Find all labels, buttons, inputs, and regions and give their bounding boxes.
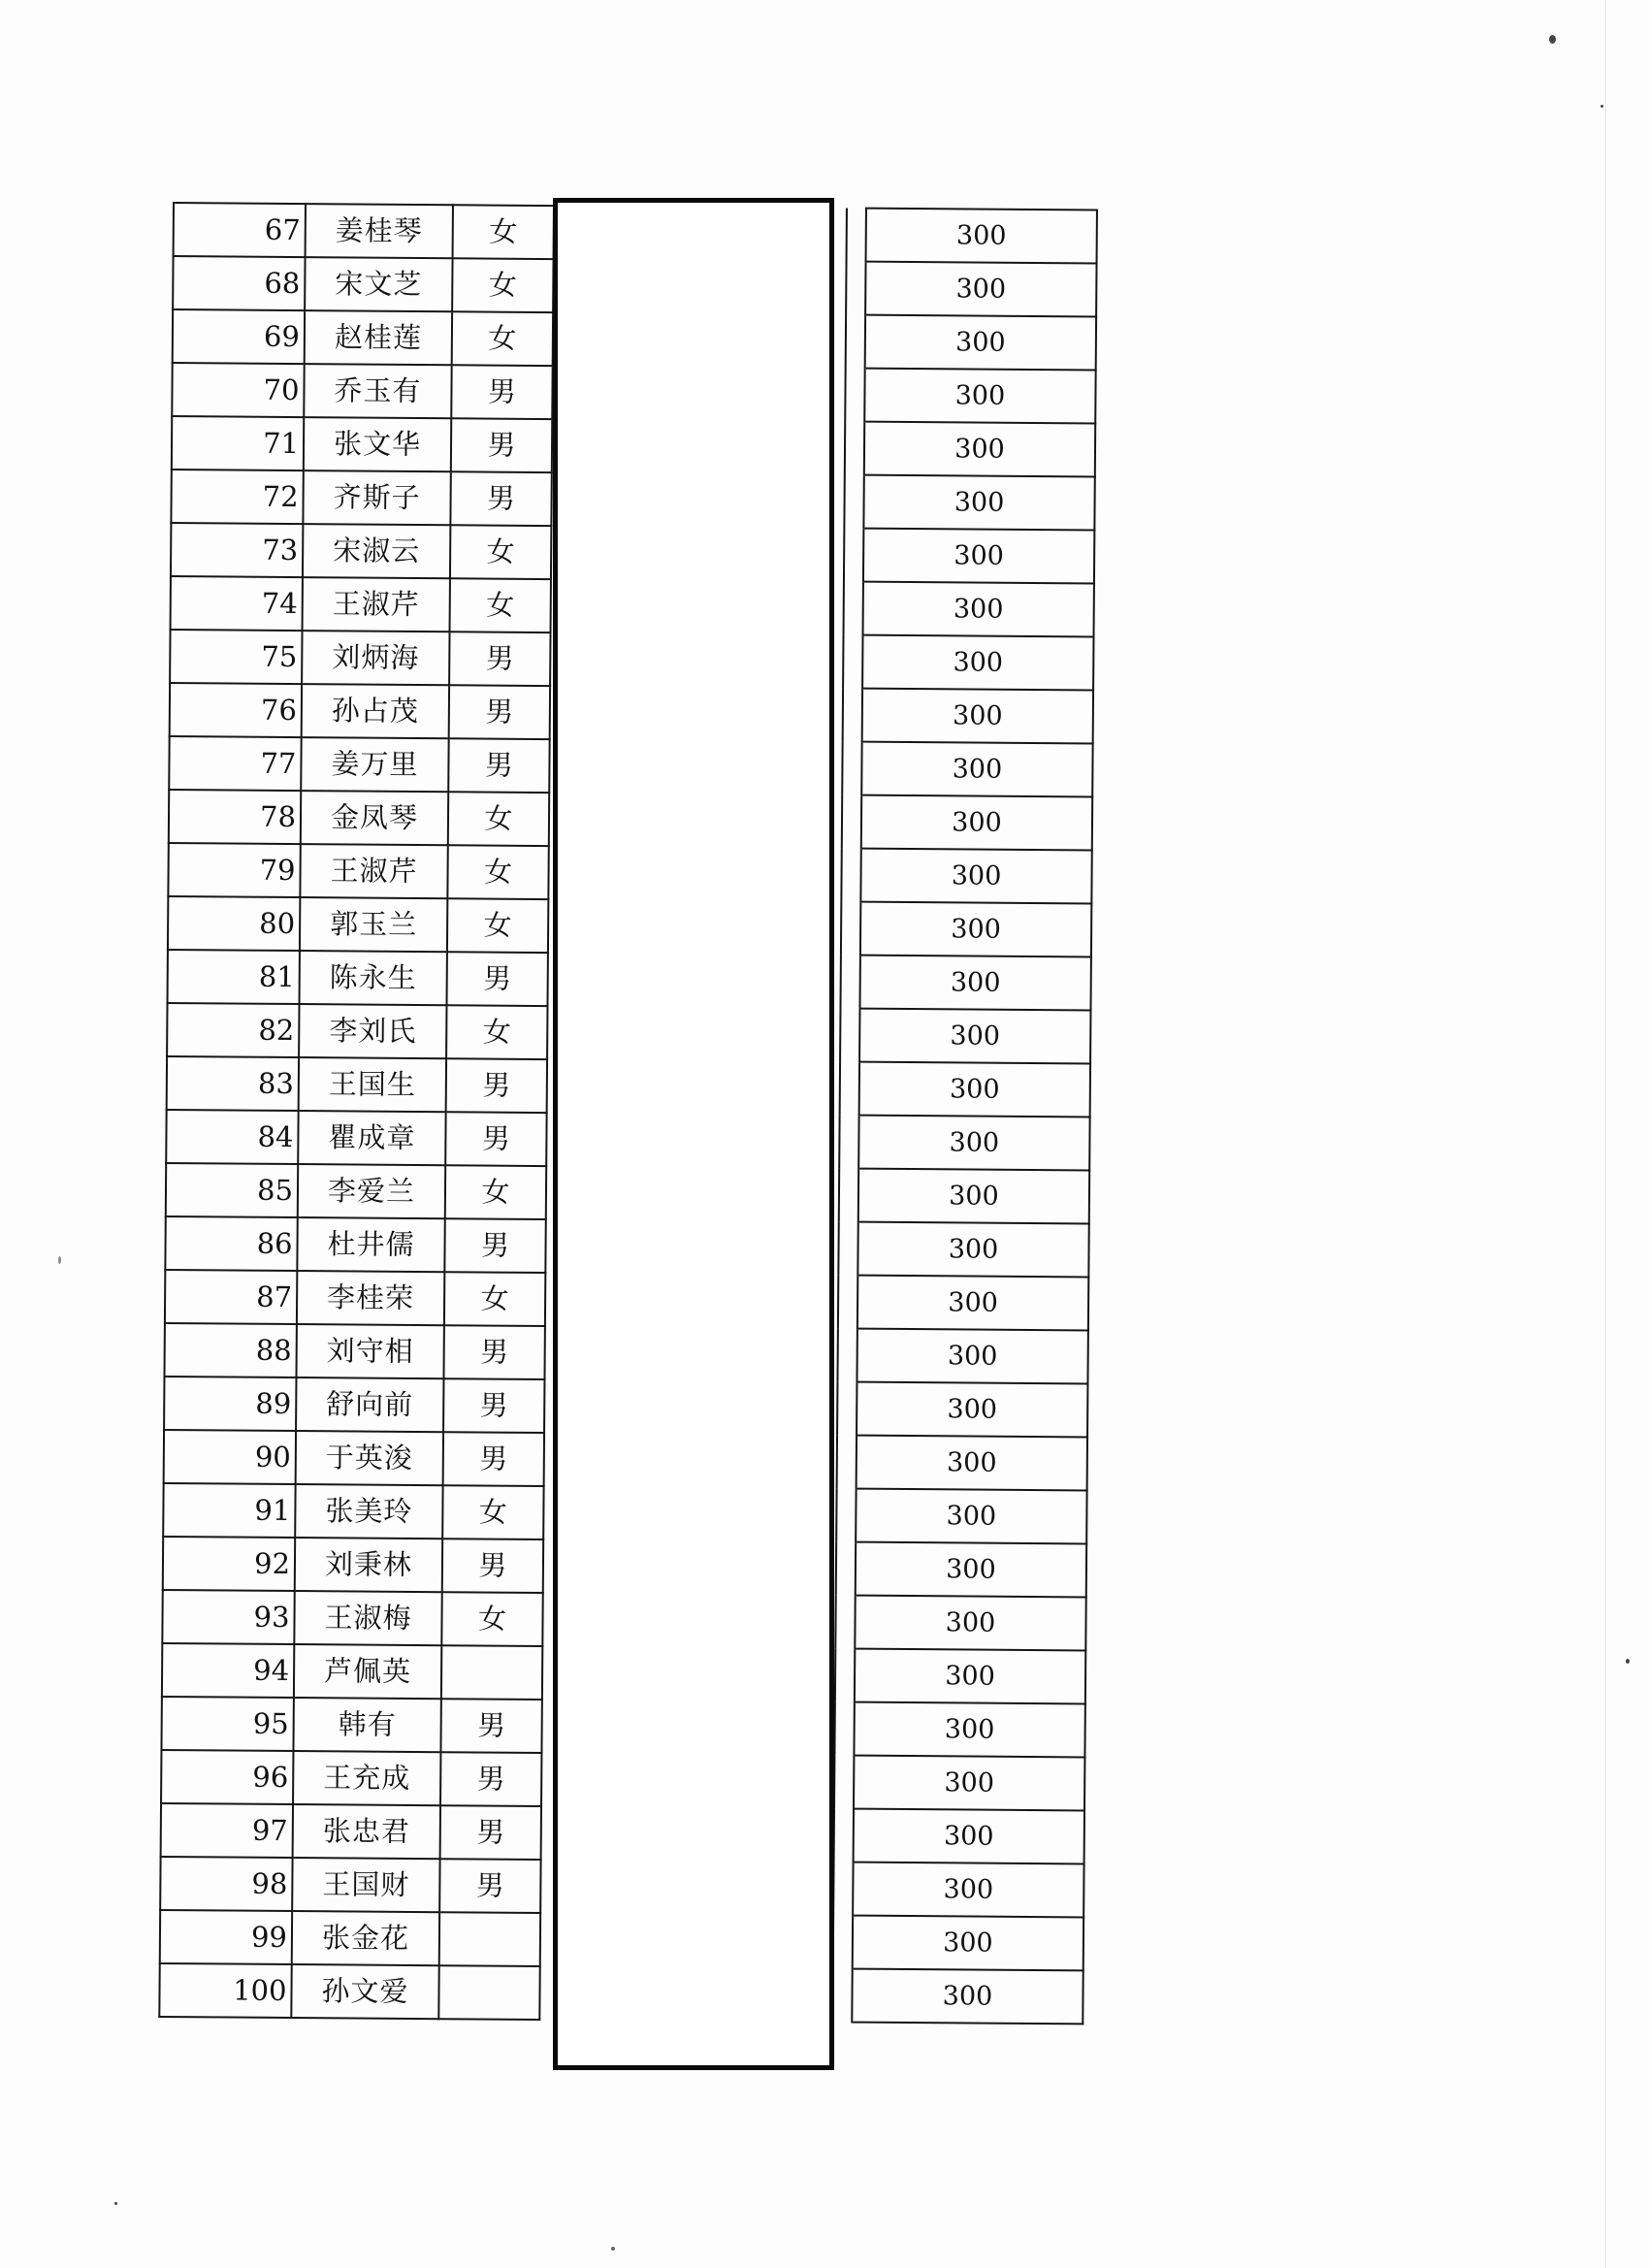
redacted-cell [845,421,864,474]
redacted-cell [845,368,864,421]
person-name: 王国生 [299,1057,446,1112]
row-number: 87 [165,1270,297,1324]
amount-cell: 300 [857,1222,1088,1278]
redacted-cell [838,1275,857,1328]
row-number: 84 [166,1110,298,1164]
person-name: 郭玉兰 [300,897,447,952]
amount-cell: 300 [863,475,1094,531]
row-number: 77 [169,736,301,791]
sex-cell [438,1965,539,2020]
amount-cell: 300 [857,1329,1087,1384]
person-name: 宋文芝 [305,257,452,311]
amount-cell: 300 [857,1276,1088,1331]
person-name: 金凤琴 [301,791,448,845]
scan-speck [1549,35,1556,44]
sex-cell: 女 [441,1592,542,1646]
person-name: 芦佩英 [294,1644,441,1699]
person-name: 王国财 [292,1858,439,1912]
row-number: 80 [168,896,300,951]
row-number: 75 [170,630,302,684]
scanned-page-edge [1605,0,1606,2268]
sex-cell: 男 [445,1112,546,1166]
sex-cell: 女 [450,578,551,632]
amount-cell: 300 [859,1062,1090,1118]
person-name: 张文华 [304,417,451,471]
sex-cell [441,1645,542,1700]
person-name: 李爱兰 [298,1164,445,1218]
person-name: 李桂荣 [297,1271,444,1325]
scan-speck [1626,1659,1630,1664]
amount-cell: 300 [860,902,1091,957]
amount-cell: 300 [853,1863,1083,1918]
redacted-cell [847,208,866,261]
amount-cell: 300 [857,1382,1087,1438]
person-name: 韩有 [293,1698,440,1752]
amount-cell: 300 [860,849,1091,904]
redacted-cell [842,741,861,794]
redacted-cell [833,1862,853,1915]
sex-cell: 男 [446,1058,547,1113]
sex-cell: 男 [440,1752,541,1806]
redacted-cell [840,1061,859,1115]
person-name: 张忠君 [293,1804,440,1859]
redacted-cell [839,1115,858,1168]
row-number: 94 [162,1643,294,1698]
row-number: 91 [163,1483,295,1538]
row-number: 78 [169,790,301,844]
sex-cell: 男 [443,1432,544,1486]
row-number: 76 [170,683,302,737]
redacted-cell [836,1541,856,1595]
person-name: 王淑梅 [294,1591,441,1645]
sex-cell: 男 [444,1218,545,1273]
person-name: 姜万里 [301,737,448,792]
redacted-cell [837,1435,857,1488]
person-name: 刘炳海 [302,631,449,685]
row-number: 85 [166,1163,298,1217]
redacted-cell [837,1381,857,1435]
row-number: 97 [161,1803,293,1858]
person-name: 宋淑云 [303,524,450,578]
row-number: 89 [164,1377,296,1431]
amount-cell: 300 [863,529,1094,584]
row-number: 73 [171,523,303,577]
row-number: 92 [163,1537,295,1591]
amount-cell: 300 [857,1436,1087,1491]
row-number: 96 [161,1750,293,1804]
sex-cell [439,1912,540,1966]
sex-cell: 女 [442,1485,543,1539]
row-number: 71 [172,416,304,470]
row-number: 69 [173,309,305,364]
row-number: 81 [168,950,300,1004]
redacted-cell [835,1648,855,1701]
sex-cell: 女 [453,205,554,259]
amount-cell: 300 [861,795,1092,851]
sex-cell: 女 [445,1165,546,1219]
person-name: 李刘氏 [299,1004,446,1058]
redacted-cell [840,1008,859,1061]
redacted-cell [832,1968,852,2022]
row-number: 67 [174,203,306,257]
redacted-cell [844,474,863,528]
amount-cell: 300 [864,369,1095,424]
sex-cell: 男 [442,1539,543,1593]
amount-cell: 300 [862,635,1093,691]
sex-cell: 男 [449,685,550,739]
person-name: 刘秉林 [295,1538,442,1592]
person-name: 王淑芹 [300,844,447,898]
sex-cell: 男 [440,1699,541,1753]
sex-cell: 女 [450,525,551,579]
person-name: 乔玉有 [304,364,451,418]
amount-cell: 300 [854,1702,1084,1758]
row-number: 88 [164,1323,296,1377]
sex-cell: 男 [451,418,552,472]
amount-cell: 300 [859,956,1090,1011]
redacted-cell [844,528,863,581]
amount-cell: 300 [856,1542,1086,1598]
person-name: 孙文爱 [291,1964,438,2019]
redacted-cell [834,1808,854,1862]
sex-cell: 女 [448,792,549,846]
row-number: 74 [171,576,303,631]
sex-cell: 男 [449,632,550,686]
sex-cell: 男 [447,952,548,1006]
row-number: 100 [159,1963,291,2018]
redacted-cell [838,1221,857,1275]
amount-cell: 300 [866,209,1097,264]
redacted-cell [836,1488,856,1541]
person-name: 舒向前 [296,1377,443,1432]
redaction-box [553,198,834,2070]
sex-cell: 女 [447,845,548,899]
row-number: 82 [167,1003,299,1057]
sex-cell: 男 [443,1325,544,1379]
scan-speck [1600,105,1603,108]
person-name: 杜井儒 [297,1217,444,1272]
amount-cell: 300 [862,689,1093,744]
redacted-cell [844,581,863,634]
person-name: 张金花 [292,1911,439,1965]
row-number: 86 [165,1216,297,1271]
sex-cell: 男 [450,471,551,526]
scan-speck [58,1256,61,1264]
person-name: 齐斯子 [303,470,450,525]
amount-cell: 300 [853,1916,1083,1971]
row-number: 68 [173,256,305,310]
amount-cell: 300 [865,315,1096,371]
redacted-cell [841,901,860,955]
person-name: 姜桂琴 [306,204,453,258]
redacted-cell [840,955,859,1008]
sex-cell: 男 [443,1378,544,1433]
row-number: 83 [167,1056,299,1111]
sex-cell: 男 [448,738,549,793]
row-number: 95 [161,1697,293,1751]
amount-cell: 300 [855,1596,1085,1651]
amount-cell: 300 [852,1969,1083,2025]
person-name: 孙占茂 [302,684,449,738]
row-number: 99 [160,1910,292,1964]
redacted-cell [835,1595,855,1648]
sex-cell: 男 [440,1805,541,1860]
amount-cell: 300 [858,1116,1089,1171]
amount-cell: 300 [858,1169,1089,1224]
redacted-cell [843,634,862,688]
redacted-cell [837,1328,857,1381]
redacted-cell [841,848,860,901]
scan-speck [611,2247,615,2251]
redacted-cell [843,688,862,741]
person-name: 于英浚 [296,1431,443,1485]
amount-cell: 300 [861,742,1092,797]
redacted-cell [846,314,865,368]
person-name: 赵桂莲 [305,310,452,365]
sex-cell: 女 [446,1005,547,1059]
redacted-cell [839,1168,858,1221]
amount-cell: 300 [856,1489,1086,1544]
sex-cell: 女 [452,311,553,366]
sex-cell: 男 [439,1859,540,1913]
redacted-cell [842,794,861,848]
person-name: 王充成 [293,1751,440,1805]
redacted-cell [834,1701,854,1755]
row-number: 98 [160,1857,292,1911]
row-number: 79 [168,843,300,897]
sex-cell: 男 [451,365,552,419]
amount-cell: 300 [863,582,1094,637]
row-number: 70 [172,363,304,417]
amount-cell: 300 [854,1809,1084,1864]
person-name: 瞿成章 [298,1111,445,1165]
redacted-cell [846,261,865,314]
amount-cell: 300 [864,422,1095,477]
row-number: 72 [171,470,303,524]
scan-speck [114,2202,117,2205]
person-name: 王淑芹 [303,577,450,632]
amount-cell: 300 [859,1009,1090,1064]
sex-cell: 女 [444,1272,545,1326]
row-number: 90 [164,1430,296,1484]
person-name: 张美玲 [295,1484,442,1539]
sex-cell: 女 [447,898,548,953]
amount-cell: 300 [855,1649,1085,1704]
redacted-cell [834,1755,854,1808]
amount-cell: 300 [865,262,1096,317]
person-name: 刘守相 [296,1324,443,1378]
sex-cell: 女 [452,258,553,312]
person-name: 陈永生 [300,951,447,1005]
row-number: 93 [162,1590,294,1644]
amount-cell: 300 [854,1756,1084,1811]
redacted-cell [833,1915,853,1968]
